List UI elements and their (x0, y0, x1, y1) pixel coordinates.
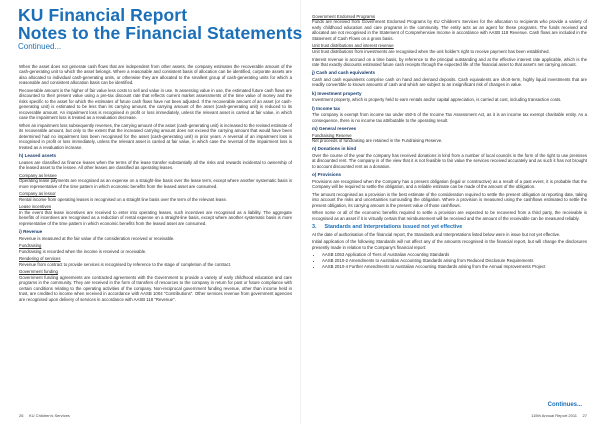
org-name: KU Children's Services (29, 413, 70, 418)
paragraph: Rental income from operating leases is recognised on a straight line basis over the term of the relevant lease. (19, 196, 228, 202)
standards-list (312, 252, 587, 269)
right-column (312, 14, 587, 272)
list-item: • AASB 1053 Application of Tiers of Australian Accounting Standards (322, 252, 587, 257)
subheading: Rendering of services (19, 256, 61, 262)
continued-label: Continued... (18, 42, 62, 51)
paragraph: In the event that lease incentives are received to enter into operating leases, such incentives are recognised as a liability. The aggregate benefits of incentives are recognised as a reduction of rental expense on a straight-line basis, except where another systematic basis is more representative of the time pattern in which economic benefits from the leased asset are consumed. (19, 209, 292, 226)
paragraph: When the asset does not generate cash flows that are independent from other assets, the company estimates the recoverable amount of the cash-generating unit to which the asset belongs. Where a reasonable and consistent basis of allocation can be identified, corporate assets are also allocated to individual cash-generating units, or otherwise they are allocated to the smallest group of cash-generating units for which a reasonable and consistent allocation basis can be identified. (19, 64, 292, 86)
report-header (18, 6, 302, 52)
left-column (19, 64, 292, 304)
subheading: Government Endorsed Programs (312, 14, 376, 19)
continues-label: Continues... (547, 402, 582, 408)
section-number: 3. (312, 223, 317, 230)
paragraph: Unit trust distributions from investments are recognised when the unit holder's right to receive payment has been established. (312, 48, 550, 54)
list-item: • AASB 2010-4 Further Amendments to Australian Accounting Standards arising from the Annual Improvements Project (322, 264, 587, 269)
paragraph: Initial application of the following Standards will not affect any of the amounts recognised in the financial report, but will change the disclosures presently made in relation to the Company's financial report: (312, 239, 587, 250)
list-item: • AASB 2010-2 Amendments to Australian Accounting Standards arising from Reduced Disclosure Requirements (322, 258, 587, 263)
paragraph: The company is exempt from income tax under s50-5 of the Income Tax Assessment Act, as it is an income tax exempt charitable entity. As a consequence, there is no income tax attributable to the operating result. (312, 112, 587, 123)
subheading: Lease incentives (19, 204, 52, 210)
report-title: KU Financial Report (18, 5, 188, 25)
section-heading-leased-assets: h) Leased assets (19, 153, 57, 159)
section-heading-investment-property: k) Investment property (312, 90, 362, 96)
paragraph: Leases are classified as finance leases when the terms of the lease transfer substantially all the risks and rewards incidental to ownership of the leased asset to the lessee. All other leases are classified as operating leases. (19, 159, 292, 171)
subheading: Government funding (19, 269, 58, 275)
paragraph: Recoverable amount is the higher of fair value less costs to sell and value in use. In assessing value in use, the estimated future cash flows are discounted to their present value using a pre-tax discount rate that reflects current market assessments of the time value of money and the risks specific to the asset for which the estimates of future cash flows have not been adjusted. If the recoverable amount of an asset (or cash-generating unit) is estimated to be less than its carrying amount, the carrying amount of the asset (cash-generating unit) is reduced to its recoverable amount. An impairment loss is recognised in profit or loss immediately, unless the relevant asset is carried at fair value, in which case the impairment loss is treated as a revaluation decrease. (19, 88, 292, 121)
paragraph: Revenue is measured at the fair value of the consideration received or receivable. (19, 235, 175, 241)
paragraph: Over the course of the year the company has received donations in kind from a number of local councils in the form of the right to use premises at discounted rent. The company is of the view that it is not feasible to fair value the services received accurately and as such it has not brought to account discounted rent as a donation. (312, 152, 587, 169)
paragraph: Funds are received from Government Endorsed Programs by KU Children's Services for the allocation to recipients who provide a variety of early childhood education and care programs in the community. The entity acts as an agent for these programs. The funds received and allocated are not recognised in the Statement of Comprehensive Income in accordance with AASB 118 Revenue. Cash flows are included in the Statement of Cash Flows on a gross basis. (312, 19, 587, 41)
paragraph: Government funding agreements are contracted agreements with the Government to provide a variety of early childhood education and care programs in the community. They are received in the form of transfers of resources to the company in return for past or future compliance with certain conditions relating to the operating activities of the company. Non-reciprocal government funding revenue, other than income held in trust, are credited to income when received in accordance with AASB 1004 "Contributions". Other services revenue from government agencies are recognised upon delivery of services in accordance with AASB 118 "Revenue". (19, 274, 292, 302)
page-gutter (300, 0, 301, 424)
section-heading-standards (312, 225, 587, 230)
paragraph: Fundraising is recorded when the income is received or receivable. (19, 248, 147, 254)
paragraph: When an impairment loss subsequently reverses, the carrying amount of the asset (cash-generating unit) is increased to the revised estimate of its recoverable amount, but only to the extent that the increased carrying amount does not exceed the carrying amount that would have been determined had no impairment loss been recognised for the asset (cash-generating unit) in prior years. A reversal of an impairment loss is recognised in profit or loss immediately, unless the relevant asset is carried at fair value, in which case the reversal of the impairment loss is treated as a revaluation increase. (19, 122, 292, 150)
section-heading-donations: n) Donations in kind (312, 146, 357, 152)
paragraph: Interest revenue is accrued on a time basis, by reference to the principal outstanding and at the effective interest rate applicable, which is the rate that exactly discounts estimated future cash receipts through the expected life of the financial asset to that asset's net carrying amount. (312, 56, 587, 67)
section-heading-cash: j) Cash and cash equivalents (312, 70, 376, 76)
paragraph: Provisions are recognised when the Company has a present obligation (legal or constructive) as a result of a past event, it is probable that the Company will be required to settle the obligation, and a reliable estimate can be made of the amount of the obligation. (312, 178, 587, 190)
paragraph: Net proceeds of fundraising are retained in the Fundraising Reserve. (312, 137, 443, 143)
paragraph: The amount recognised as a provision is the best estimate of the consideration required to settle the present obligation at reporting date, taking into account the risks and uncertainties surrounding the obligation. Where a provision is measured using the cashflows estimated to settle the present obligation, its carrying amount is the present value of those cashflows. (312, 191, 587, 208)
report-edition: 115th Annual Report 2011 (531, 413, 577, 418)
subheading: Company as lessor (19, 191, 56, 197)
paragraph: Operating lease payments are recognised as an expense on a straight-line basis over the lease term, except where another systematic basis is more representative of the time pattern in which economic benefits from the leased asset are consumed. (19, 178, 292, 189)
footer-left (19, 413, 70, 418)
section-heading-income-tax: l) Income tax (312, 105, 341, 111)
subheading: Fundraising Reserve (312, 132, 352, 138)
subheading: Company as lessee (19, 172, 57, 178)
section-heading-provisions: o) Provisions (312, 172, 342, 178)
section-heading-general-reserves: m) General reserves (312, 126, 357, 132)
paragraph: Investment property, which is property held to earn rentals and/or capital appreciation, is carried at cost, including transaction costs. (312, 97, 562, 103)
paragraph: Revenue from contract to provide services is recognised by reference to the stage of completion of the contract. (19, 261, 232, 267)
section-heading-revenue: i) Revenue (19, 229, 43, 235)
paragraph: Cash and cash equivalents comprise cash on hand and demand deposits. Cash equivalents are short-term, highly liquid investments that are readily convertible to known amounts of cash and which are subject to an insignificant risk of changes in value. (312, 76, 587, 88)
subheading: Fundraising (19, 243, 42, 249)
paragraph: At the date of authorisation of the financial report, the Standards and Interpretations listed below were in issue but not yet effective. (312, 231, 561, 237)
footer-right (531, 413, 587, 418)
page-number-left: 26 (19, 413, 24, 418)
subheading: Unit trust distributions and interest revenue (312, 43, 394, 49)
paragraph: When some or all of the economic benefits required to settle a provision are expected to be recovered from a third party, the receivable is recognised as an asset if it is virtually certain that reimbursement will be received and the amount of the receivable can be measured reliably. (312, 210, 587, 221)
section-title: Notes to the Financial Statements (18, 23, 303, 43)
page-number-right: 27 (582, 413, 587, 418)
section-title: Standards and Interpretations issued not yet effective (324, 223, 463, 230)
